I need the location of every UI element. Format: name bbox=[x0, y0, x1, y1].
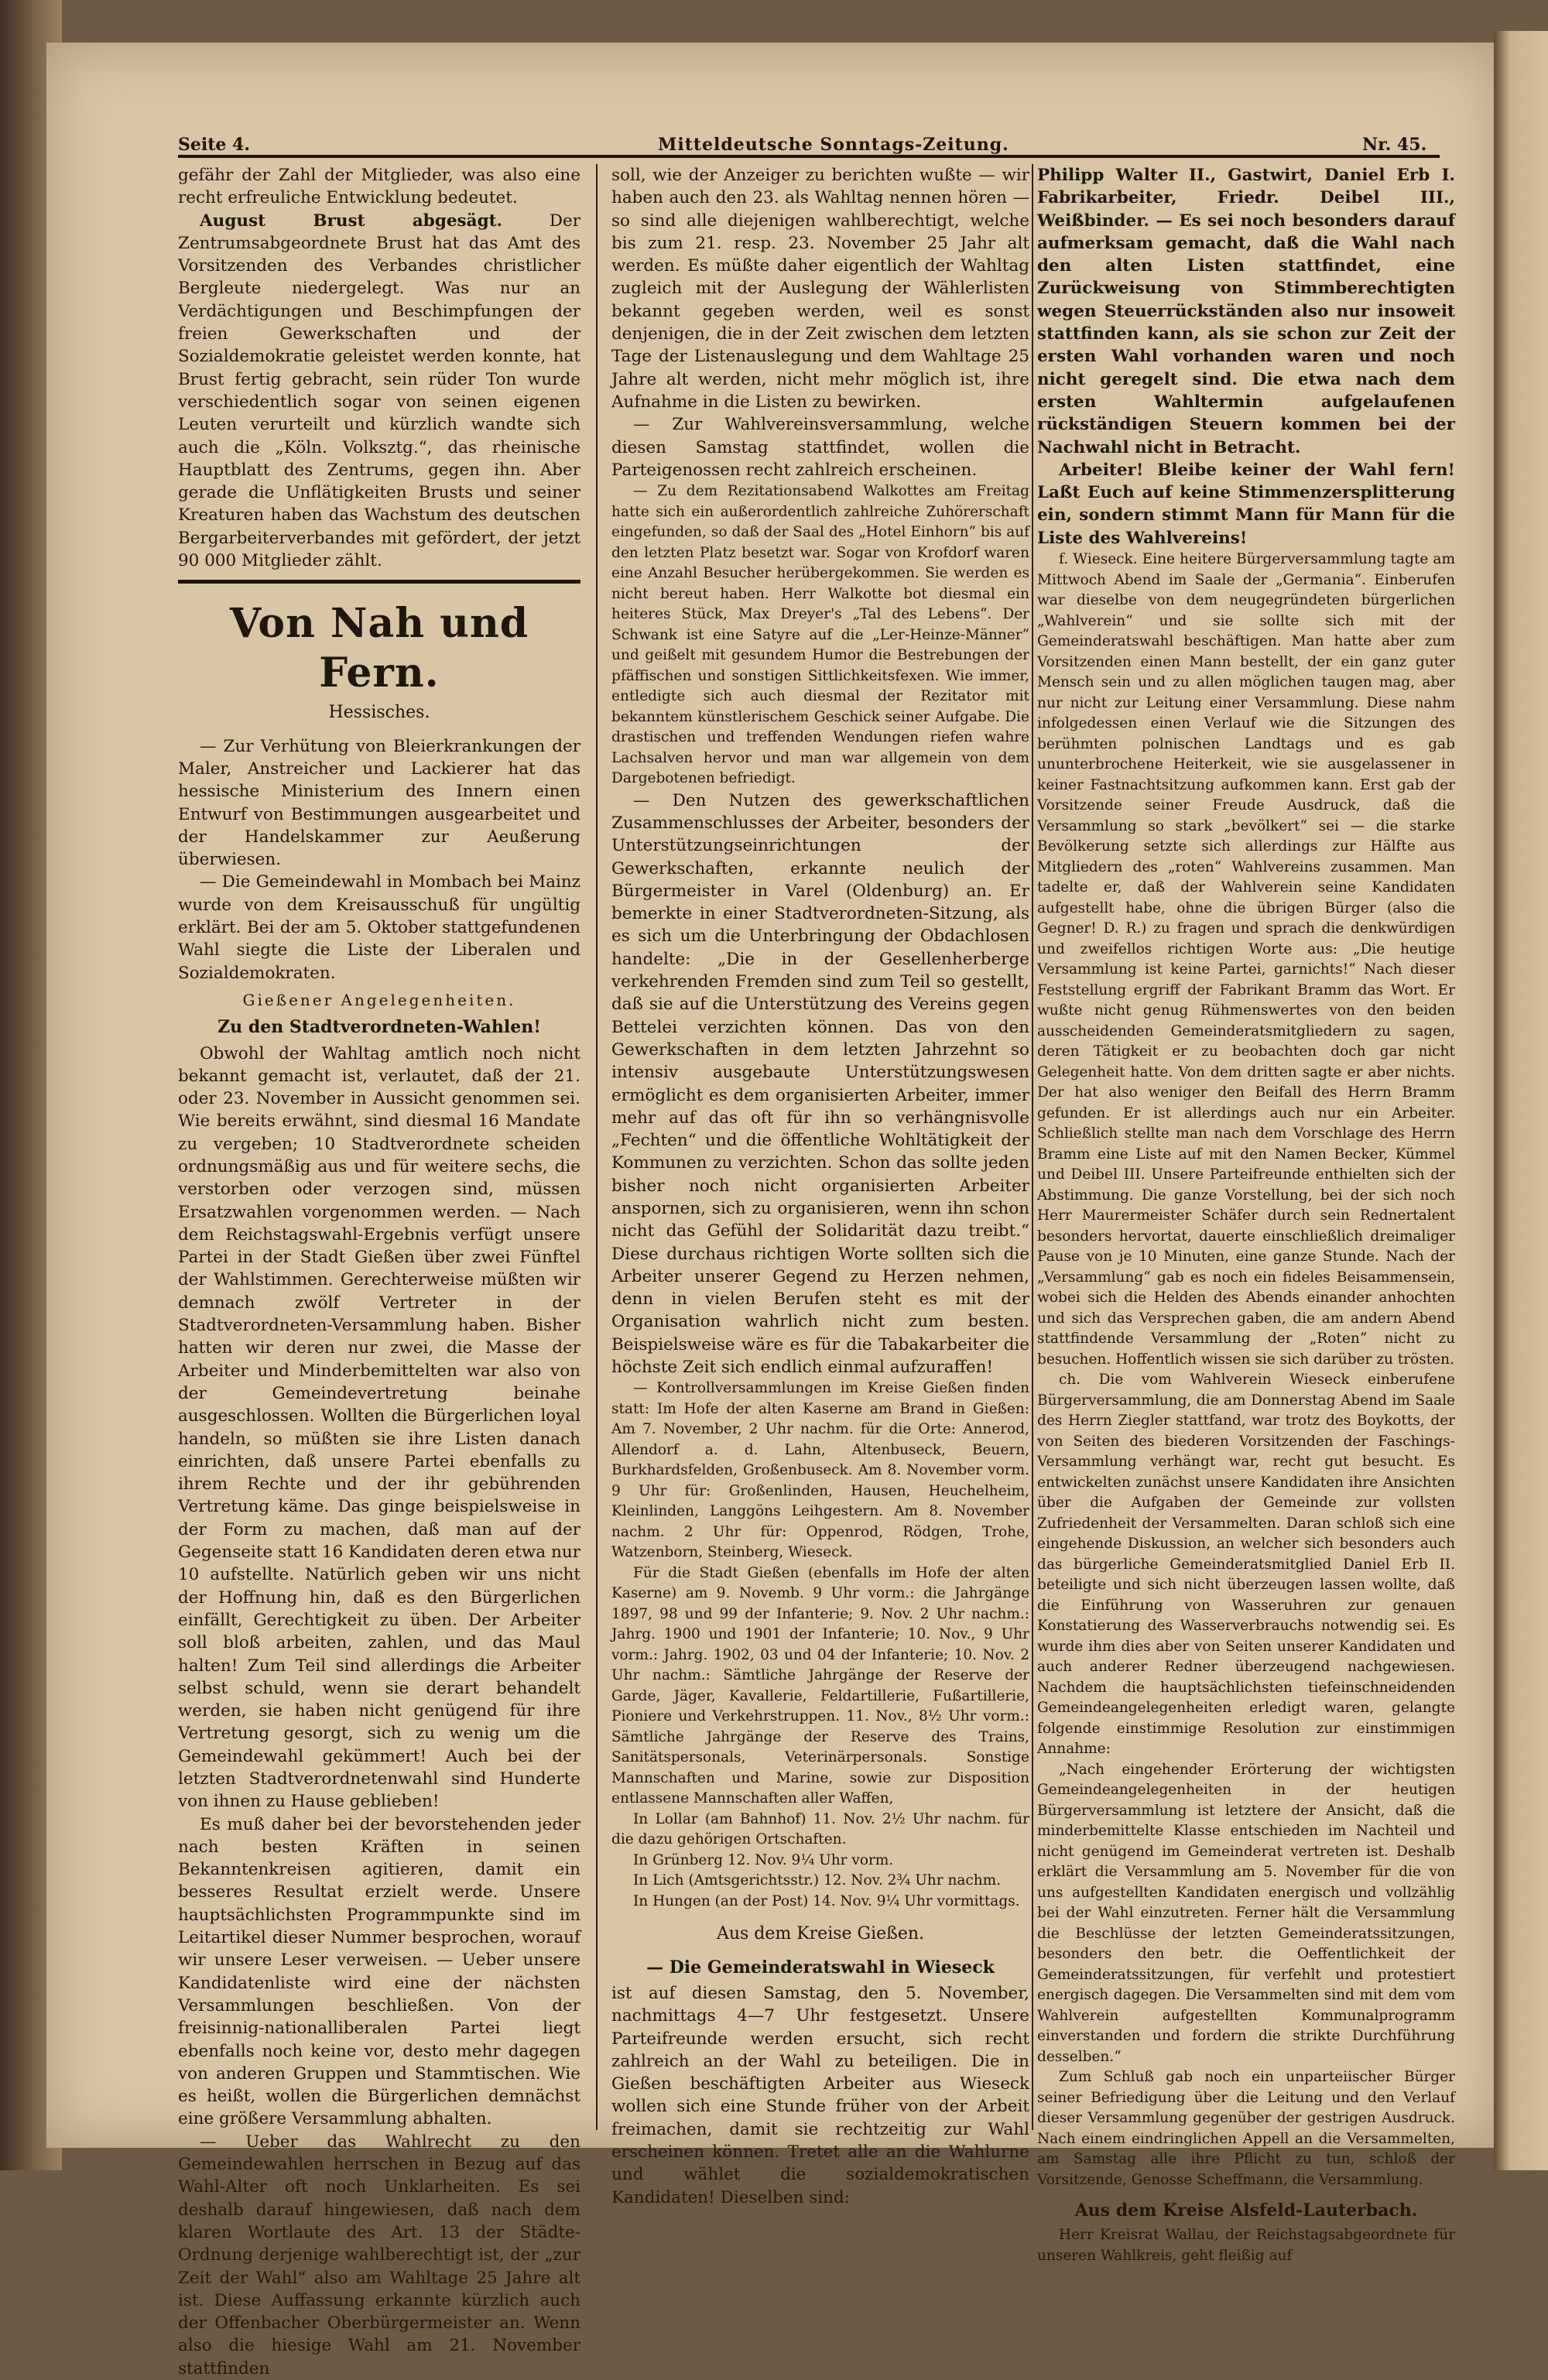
paragraph: Philipp Walter II., Gastwirt, Daniel Erb I. Fabrikarbeiter, Friedr. Deibel III., Weißbinder. — Es sei noch besonders darauf aufmerksam gemacht, daß die Wahl nach den alten Listen stattfindet, eine Zurückweisung von Stimmberechtigten wegen Steuerrückständen also nur insoweit stattfinden kann, als sie schon zur Zeit der ersten Wahl vorhanden waren und noch nicht geregelt sind. Die etwa nach dem ersten Wahltermin aufgelaufenen rückständigen Steuern kommen bei der Nachwahl nicht in Betracht. bbox=[1037, 166, 1455, 457]
newspaper-title: Mitteldeutsche Sonntags-Zeitung. bbox=[658, 135, 1009, 155]
issue-number: Nr. 45. bbox=[1362, 135, 1427, 155]
paragraph: Es muß daher bei der bevorstehenden jeder nach besten Kräften in seinen Bekanntenkreisen agitieren, damit ein besseres Resultat erzielt werde. Unsere hauptsächlichsten Programmpunkte sind im Leitartikel dieser Nummer besprochen, worauf wir unsere Leser verweisen. — Ueber unsere Kandidatenliste wird eine der nächsten Versammlungen beschließen. Von der freisinnig-nationalliberalen Partei liegt ebenfalls noch keine vor, desto mehr dagegen von anderen Gruppen und Stammtischen. Wie es heißt, wollen die Bürgerlichen demnächst eine größere Versammlung abhalten. bbox=[178, 1814, 580, 2129]
section-subtitle: Hessisches. bbox=[328, 703, 430, 723]
column-divider bbox=[596, 164, 598, 2130]
paragraph: — Zur Wahlvereinsversammlung, welche diesen Samstag stattfindet, wollen die Parteigenossen recht zahlreich erscheinen. bbox=[611, 415, 1029, 480]
section-title: Von Nah und Fern. bbox=[229, 600, 529, 697]
column-divider bbox=[1032, 164, 1033, 2130]
page-number: Seite 4. bbox=[178, 135, 251, 155]
paragraph: — Zur Verhütung von Bleierkrankungen der Maler, Anstreicher und Lackierer hat das hessische Ministerium des Innern einen Entwurf von Bestimmungen ausgearbeitet und der Handelskammer zur Aeußerung überwiesen. bbox=[178, 736, 580, 870]
paragraph: In Hungen (an der Post) 14. Nov. 9¼ Uhr vormittags. bbox=[633, 1892, 1020, 1909]
paragraph: ist auf diesen Samstag, den 5. November, nachmittags 4—7 Uhr festgesetzt. Unsere Parteifreunde werden ersucht, sich recht zahlreich an der Wahl zu beteiligen. Die in Gießen beschäftigten Arbeiter aus Wieseck wollen sich eine Stunde früher von der Arbeit freimachen, damit sie rechtzeitig zur Wahl erscheinen können. Tretet alle an die Wahlurne und wählet die sozialdemokratischen Kandidaten! Dieselben sind: bbox=[611, 1983, 1029, 2207]
article-heading: August Brust abgesägt. bbox=[200, 211, 503, 231]
paragraph: In Grünberg 12. Nov. 9¼ Uhr vorm. bbox=[633, 1851, 894, 1868]
column-3 bbox=[1037, 164, 1455, 2264]
paragraph: ch. Die vom Wahlverein Wieseck einberufene Bürgerversammlung, die am Donnerstag Abend im Saale des Herrn Ziegler stattfand, war trotz des Boykotts, der von Seiten des biederen Vorsitzenden der Faschings-Versammlung verhängt war, recht gut besucht. Es entwickelten zunächst unsere Kandidaten ihre Ansichten über die Aufgaben der Gemeinde zur vollsten Zufriedenheit der Versammelten. Daran schloß sich eine eingehende Diskussion, an welcher sich besonders auch das bürgerliche Gemeinderatsmitglied Daniel Erb II. beteiligte und sich nicht überzeugen lassen wollte, daß die Einführung von Wasseruhren zur genauen Konstatierung des Wasserverbrauchs notwendig sei. Es wurde ihm dies aber von Seiten unserer Kandidaten und auch anderer Redner überzeugend nachgewiesen. Nachdem die hauptsächlichsten tiefeinschneidenden Gemeindeangelegenheiten erledigt waren, gelangte folgende einstimmige Resolution zur einstimmigen Annahme: bbox=[1037, 1371, 1455, 1758]
paragraph: „Nach eingehender Erörterung der wichtigsten Gemeindeangelegenheiten in der heutigen Bürgerversammlung ist letztere der Ansicht, daß die minderbemittelte Klasse entschieden im Nachteil und nicht genügend im Gemeinderat vertreten ist. Deshalb erklärt die Versammlung am 5. November für die von uns aufgestellten Kandidaten energisch und vollzählig bei der Wahl einzutreten. Ferner hält die Versammlung die Beschlüsse der letzten Gemeinderatssitzungen, besonders den betr. die Oeffentlichkeit der Gemeinderatssitzungen, für verfehlt und protestiert energisch dagegen. Die Versammelten sind mit dem vom Wahlverein aufgestellten Kommunalprogramm einverstanden und fordern die strikte Durchführung desselben.“ bbox=[1037, 1761, 1455, 2065]
adjacent-page-edge bbox=[1494, 31, 1548, 2170]
article-heading: Zu den Stadtverordneten-Wahlen! bbox=[217, 1017, 541, 1038]
header-rule bbox=[178, 155, 1440, 158]
subsection-title: Aus dem Kreise Gießen. bbox=[716, 1924, 925, 1944]
article-text: Der Zentrumsabgeordnete Brust hat das Amt des Vorsitzenden des Verbandes christlicher Bergleute niedergelegt. Was nur an Verdächtigungen und Beschimpfungen der freien Gewerkschaften und der Sozialdemokratie geleistet werden konnte, hat Brust fertig gebracht, sein rüder Ton wurde verschiedentlich sogar von seinen eigenen Leuten verurteilt und kürzlich wandte sich auch die „Köln. Volksztg.“, das rheinische Hauptblatt des Zentrums, gegen ihn. Aber gerade die Unflätigkeiten Brusts und seiner Kreaturen haben das Wachstum des deutschen Bergarbeiterverbandes mit gefördert, der jetzt 90 000 Mitglieder zählt. bbox=[178, 211, 580, 571]
paragraph: — Die Gemeindewahl in Mombach bei Mainz wurde von dem Kreisausschuß für ungültig erklärt. Bei der am 5. Oktober stattgefundenen Wahl siegte die Liste der Liberalen und Sozialdemokraten. bbox=[178, 872, 580, 983]
paragraph: gefähr der Zahl der Mitglieder, was also eine recht erfreuliche Entwicklung bedeutet. bbox=[178, 166, 580, 208]
subsection-title: Aus dem Kreise Alsfeld-Lauterbach. bbox=[1074, 2200, 1418, 2221]
paragraph: Zum Schluß gab noch ein unparteiischer Bürger seiner Befriedigung über die Leitung und den Verlauf dieser Versammlung gegenüber der gestrigen Ausdruck. Nach einem eindringlichen Appell an die Versammelten, am Samstag alle ihre Pflicht zu tun, schloß der Vorsitzende, Genosse Scheffmann, die Versammlung. bbox=[1037, 2069, 1455, 2188]
paragraph: In Lich (Amtsgerichtsstr.) 12. Nov. 2¾ Uhr nachm. bbox=[633, 1872, 1002, 1889]
paragraph bbox=[178, 210, 580, 573]
paragraph: — Kontrollversammlungen im Kreise Gießen finden statt: Im Hofe der alten Kaserne am Brand in Gießen: Am 7. November, 2 Uhr nachm. für die Orte: Annerod, Allendorf a. d. Lahn, Altenbuseck, Beuern, Burkhardsfelden, Großenbuseck. Am 8. November vorm. 9 Uhr für: Großenlinden, Hausen, Heuchelheim, Kleinlinden, Langgöns Leihgestern. Am 8. November nachm. 2 Uhr für: Oppenrod, Rödgen, Trohe, Watzenborn, Steinberg, Wieseck. bbox=[611, 1380, 1029, 1561]
paragraph: In Lollar (am Bahnhof) 11. Nov. 2½ Uhr nachm. für die dazu gehörigen Ortschaften. bbox=[611, 1810, 1029, 1848]
subsection-title: Gießener Angelegenheiten. bbox=[242, 990, 516, 1009]
paragraph: Obwohl der Wahltag amtlich noch nicht bekannt gemacht ist, verlautet, daß der 21. oder 23. November in Aussicht genommen sei. Wie bereits erwähnt, sind diesmal 16 Mandate zu vergeben; 10 Stadtverordnete scheiden ordnungsmäßig aus und für weitere sechs, die verstorben oder verzogen sind, müssen Ersatzwahlen vorgenommen werden. — Nach dem Reichstagswahl-Ergebnis verfügt unsere Partei in der Stadt Gießen über zwei Fünftel der Wahlstimmen. Gerechterweise müßten wir demnach zwölf Vertreter in der Stadtverordneten-Versammlung haben. Bisher hatten wir deren nur zwei, die Masse der Arbeiter und Minderbemittelten war also von der Gemeindevertretung beinahe ausgeschlossen. Wollten die Bürgerlichen loyal handeln, so müßten sie ihre Listen danach einrichten, daß unsere Partei ebenfalls zu ihrem Rechte und der ihr gebührenden Vertretung käme. Das ginge beispielsweise in der Form zu machen, daß man auf der Gegenseite statt 16 Kandidaten deren etwa nur 10 aufstellte. Natürlich geben wir uns nicht der Hoffnung hin, daß es den Bürgerlichen einfällt, Gerechtigkeit zu üben. Der Arbeiter soll bloß arbeiten, zahlen, und das Maul halten! Zum Teil sind allerdings die Arbeiter selbst schuld, wenn sie derart behandelt werden, sie haben nicht genügend für ihre Vertretung gesorgt, sich zu wenig um die Gemeindewahl gekümmert! Auch bei der letzten Stadtverordnetenwahl sind Hunderte von ihnen zu Hause geblieben! bbox=[178, 1043, 580, 1812]
paragraph: — Zu dem Rezitationsabend Walkottes am Freitag hatte sich ein außerordentlich zahlreiche Zuhörerschaft eingefunden, so daß der Saal des „Hotel Einhorn“ bis auf den letzten Platz besetzt war. Sogar von Krofdorf waren eine Anzahl Besucher herübergekommen. Sie werden es nicht bereut haben. Herr Walkotte bot diesmal ein heiteres Stück, Max Dreyer's „Tal des Lebens“. Der Schwank ist eine Satyre auf die „Ler-Heinze-Männer“ und geißelt mit gesundem Humor die Bestrebungen der pfäffischen und sonstigen Sittlichkeitsfexen. Wie immer, entledigte sich auch diesmal der Rezitator mit bekanntem künstlerischem Geschick seiner Aufgabe. Die drastischen und treffenden Wendungen riefen wahre Lachsalven hervor und man war allgemein von dem Dargebotenen befriedigt. bbox=[611, 483, 1029, 787]
paragraph: f. Wieseck. Eine heitere Bürgerversammlung tagte am Mittwoch Abend im Saale der „Germania“. Einberufen war dieselbe von dem neugegründeten bürgerlichen „Wahlverein“ und sie sollte sich mit der Gemeinderatswahl beschäftigen. Man hatte aber zum Vorsitzenden einen Mann bestellt, der ein ganz guter Mensch sein und zu allen möglichen taugen mag, aber nur nicht zur Leitung einer Versammlung. Diese nahm infolgedessen einen Verlauf wie die Sitzungen des berühmten polnischen Landtags und es gab ununterbrochene Heiterkeit, wie sie ausgelassener in keiner Fastnachtsitzung aufkommen kann. Erst gab der Vorsitzende seiner Freude Ausdruck, daß die Versammlung so stark „bevölkert“ sei — die starke Bevölkerung setzte sich allerdings zur Hälfte aus Mitgliedern des „roten“ Wahlvereins zusammen. Man tadelte er, daß der Wahlverein seine Kandidaten aufgestellt habe, ohne die übrigen Bürger (also die Gegner! D. R.) zu fragen und sprach die denkwürdigen und zweifellos richtigen Worte aus: „Die heutige Versammlung ist keine Partei, garnichts!“ Nach dieser Feststellung ergriff der Fabrikant Bramm das Wort. Er wußte nicht genug Rühmenswertes von den beiden ausscheidenden Gemeinderatsmitgliedern zu sagen, deren Tätigkeit er zu beobachten doch gar nicht Gelegenheit hatte. Von dem dritten sagte er aber nichts. Der hat also weniger den Beifall des Herrn Bramm gefunden. Er ist allerdings auch nur ein Arbeiter. Schließlich stellte man nach dem Vorschlage des Herrn Bramm eine Liste auf mit den Namen Becker, Kümmel und Deibel III. Unsere Parteifreunde enthielten sich der Abstimmung. Die ganze Vorstellung, bei der sich noch Herr Maurermeister Schäfer durch sein Rednertalent besonders hervortat, dauerte einschließlich dreimaliger Pause von je 10 Minuten, eine ganze Stunde. Nach der „Versammlung“ gab es noch ein fideles Beisammensein, wobei sich die Helden des Abends einander anhochten und sich das Versprechen gaben, die am andern Abend stattfindende Versammlung der „Roten“ nicht zu besuchen. Hoffentlich wissen sie sich darüber zu trösten. bbox=[1037, 551, 1455, 1368]
paragraph: Herr Kreisrat Wallau, der Reichstagsabgeordnete für unseren Wahlkreis, geht fleißig auf bbox=[1037, 2227, 1455, 2264]
paragraph: — Den Nutzen des gewerkschaftlichen Zusammenschlusses der Arbeiter, besonders der Unterstützungseinrichtungen der Gewerkschaften, erkannte neulich der Bürgermeister in Varel (Oldenburg) an. Er bemerkte in einer Stadtverordneten-Sitzung, als es sich um die Unterbringung der Obdachlosen handelte: „Die in der Gesellenherberge verkehrenden Fremden sind zum Teil so gestellt, daß sie auf die Unterstützung des Vereins gegen Bettelei verzichten können. Das von den Gewerkschaften in dem letzten Jahrzehnt so intensiv ausgebaute Unterstützungswesen ermöglicht es dem organisierten Arbeiter, immer mehr auf das oft für ihn so verhängnisvolle „Fechten“ und die öffentliche Wohltätigkeit der Kommunen zu verzichten. Schon das sollte jeden bisher noch nicht organisierten Arbeiter anspornen, sich zu organisieren, wenn ihn schon nicht das Gefühl der Solidarität dazu treibt.“ Diese durchaus richtigen Worte sollten sich die Arbeiter unserer Gegend zu Herzen nehmen, denn in vielen Berufen steht es mit der Organisation wahrlich nicht zum besten. Beispielsweise wäre es für die Tabakarbeiter die höchste Zeit sich endlich einmal aufzuraffen! bbox=[611, 790, 1029, 1378]
paragraph: Arbeiter! Bleibe keiner der Wahl fern! Laßt Euch auf keine Stimmenzersplitterung ein, sondern stimmt Mann für Mann für die Liste des Wahlvereins! bbox=[1037, 460, 1455, 548]
paragraph: Für die Stadt Gießen (ebenfalls im Hofe der alten Kaserne) am 9. Novemb. 9 Uhr vorm.: die Jahrgänge 1897, 98 und 99 der Infanterie; 9. Nov. 2 Uhr nachm.: Jahrg. 1900 und 1901 der Infanterie; 10. Nov., 9 Uhr vorm.: Jahrg. 1902, 03 und 04 der Infanterie; 10. Nov. 2 Uhr nachm.: Sämtliche Jahrgänge der Reserve der Garde, Jäger, Kavallerie, Feldartillerie, Fußartillerie, Pioniere und Verkehrstruppen. 11. Nov., 8½ Uhr vorm.: Sämtliche Jahrgänge der Reserve des Trains, Sanitätspersonals, Veterinärpersonals. Sonstige Mannschaften und Marine, sowie zur Disposition entlassene Mannschaften aller Waffen, bbox=[611, 1564, 1029, 1807]
section-rule bbox=[178, 580, 580, 584]
column-1 bbox=[178, 164, 580, 2378]
paragraph: soll, wie der Anzeiger zu berichten wußte — wir haben auch den 23. als Wahltag nennen hören — so sind alle diejenigen wahlberechtigt, welche bis zum 21. resp. 23. November 25 Jahr alt werden. Es müßte daher eigentlich der Wahltag zugleich mit der Auslegung der Wählerlisten bekannt gegeben werden, weil es sonst denjenigen, die in der Zeit zwischen dem letzten Tage der Listenauslegung und dem Wahltage 25 Jahre alt werden, nicht mehr möglich ist, ihre Aufnahme in die Listen zu bewirken. bbox=[611, 166, 1029, 412]
article-heading: — Die Gemeinderatswahl in Wieseck bbox=[646, 1957, 995, 1978]
column-2 bbox=[611, 164, 1029, 2207]
paragraph: — Ueber das Wahlrecht zu den Gemeindewahlen herrschen in Bezug auf das Wahl-Alter oft noch Unklarheiten. Es sei deshalb darauf hingewiesen, daß nach dem klaren Wortlaute des Art. 13 der Städte-Ordnung derjenige wahlberechtigt ist, der „zur Zeit der Wahl“ also am Wahltage 25 Jahre alt ist. Diese Auffassung erkannte kürzlich auch der Offenbacher Oberbürgermeister an. Wenn also die hiesige Wahl am 21. November stattfinden bbox=[178, 2132, 580, 2378]
